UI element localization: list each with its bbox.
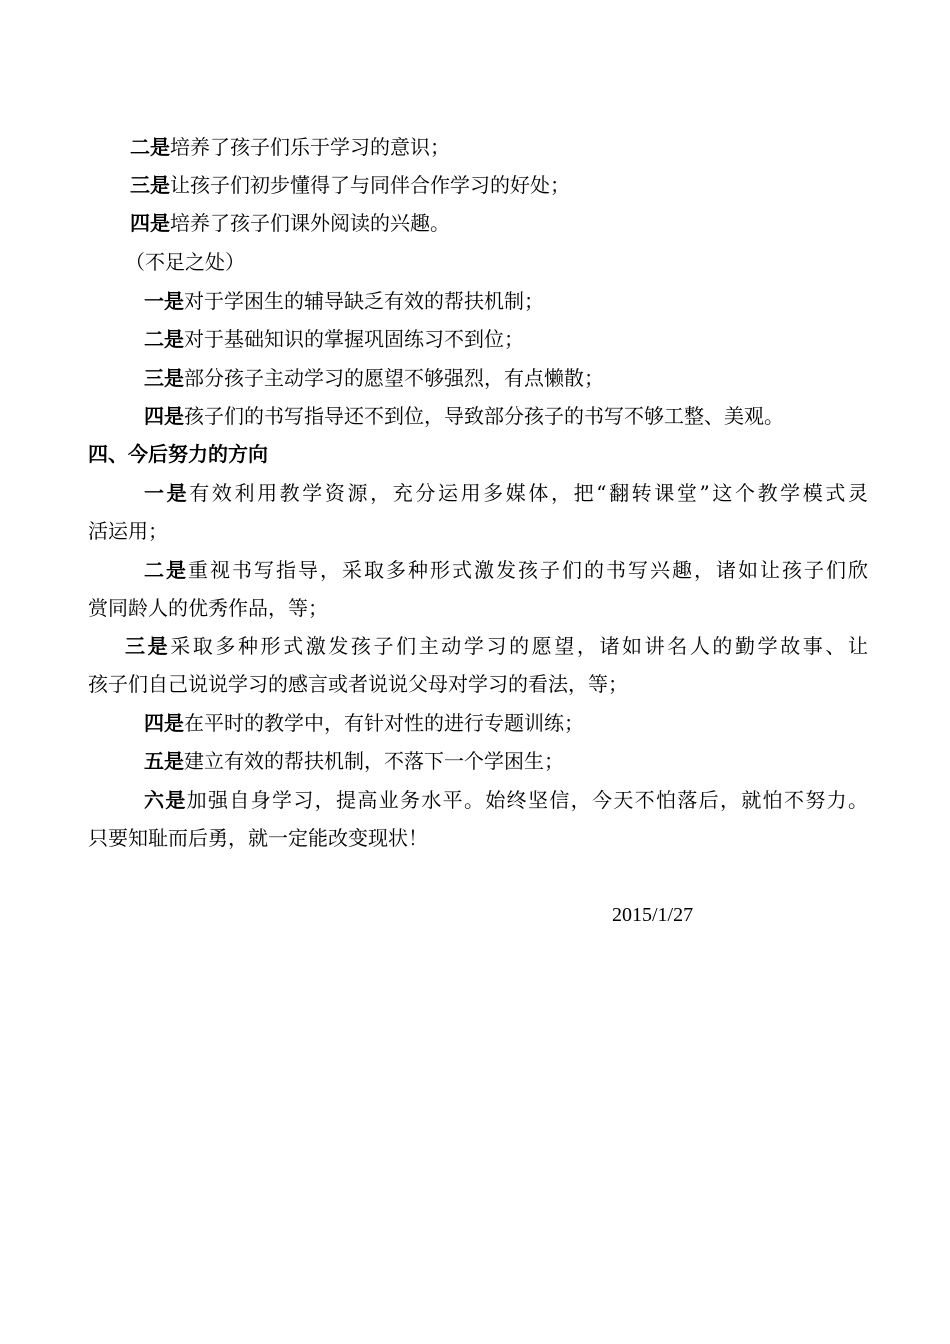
strength-item-3	[88, 173, 868, 197]
ordinal-label: 四是	[130, 211, 170, 235]
ordinal-label: 四是	[144, 711, 184, 735]
ordinal-label: 二是	[144, 327, 184, 351]
ordinal-label: 一是	[144, 289, 184, 313]
item-text: 加强自身学习，提高业务水平。始终坚信，今天不怕落后，就怕不努力。	[186, 788, 869, 812]
direction-item-3-continued: 孩子们自己说说学习的感言或者说说父母对学习的看法，等；	[88, 672, 628, 696]
item-text: 有效利用教学资源，充分运用多媒体，把“翻转课堂”这个教学模式灵	[189, 481, 869, 505]
direction-item-2	[88, 558, 868, 582]
ordinal-label: 五是	[144, 749, 184, 773]
ordinal-label: 三是	[125, 634, 171, 658]
shortcoming-item-3	[88, 366, 868, 390]
strength-item-2	[88, 135, 868, 159]
item-text: 在平时的教学中，有针对性的进行专题训练；	[184, 711, 584, 735]
item-text: 对于基础知识的掌握巩固练习不到位；	[184, 327, 524, 351]
direction-item-6-continued: 只要知耻而后勇，就一定能改变现状！	[88, 826, 428, 850]
shortcomings-label: （不足之处）	[125, 250, 245, 274]
ordinal-label: 六是	[144, 788, 187, 812]
item-text: 培养了孩子们乐于学习的意识；	[170, 135, 450, 159]
ordinal-label: 四是	[144, 404, 184, 428]
item-text: 让孩子们初步懂得了与同伴合作学习的好处；	[170, 173, 570, 197]
section-heading: 四、今后努力的方向	[88, 442, 268, 466]
ordinal-label: 二是	[144, 558, 188, 582]
strength-item-4	[88, 211, 868, 235]
shortcoming-item-4	[88, 404, 868, 428]
direction-item-4	[88, 711, 868, 735]
direction-item-6	[88, 788, 868, 812]
shortcoming-item-1	[88, 289, 868, 313]
ordinal-label: 二是	[130, 135, 170, 159]
item-text: 孩子们的书写指导还不到位，导致部分孩子的书写不够工整、美观。	[184, 404, 784, 428]
ordinal-label: 三是	[130, 173, 170, 197]
shortcoming-item-2	[88, 327, 868, 351]
document-date: 2015/1/27	[612, 904, 694, 926]
direction-item-1	[88, 481, 868, 505]
direction-item-5	[88, 749, 868, 773]
item-text: 部分孩子主动学习的愿望不够强烈，有点懒散；	[184, 366, 604, 390]
item-text: 重视书写指导，采取多种形式激发孩子们的书写兴趣，诸如让孩子们欣	[188, 558, 868, 582]
item-text: 培养了孩子们课外阅读的兴趣。	[170, 211, 450, 235]
item-text: 建立有效的帮扶机制，不落下一个学困生；	[184, 749, 564, 773]
ordinal-label: 一是	[144, 481, 190, 505]
direction-item-1-continued: 活运用；	[88, 519, 168, 543]
item-text: 对于学困生的辅导缺乏有效的帮扶机制；	[184, 289, 544, 313]
direction-item-2-continued: 赏同龄人的优秀作品，等；	[88, 596, 328, 620]
direction-item-3	[88, 634, 868, 658]
ordinal-label: 三是	[144, 366, 184, 390]
item-text: 采取多种形式激发孩子们主动学习的愿望，诸如讲名人的勤学故事、让	[170, 634, 868, 658]
